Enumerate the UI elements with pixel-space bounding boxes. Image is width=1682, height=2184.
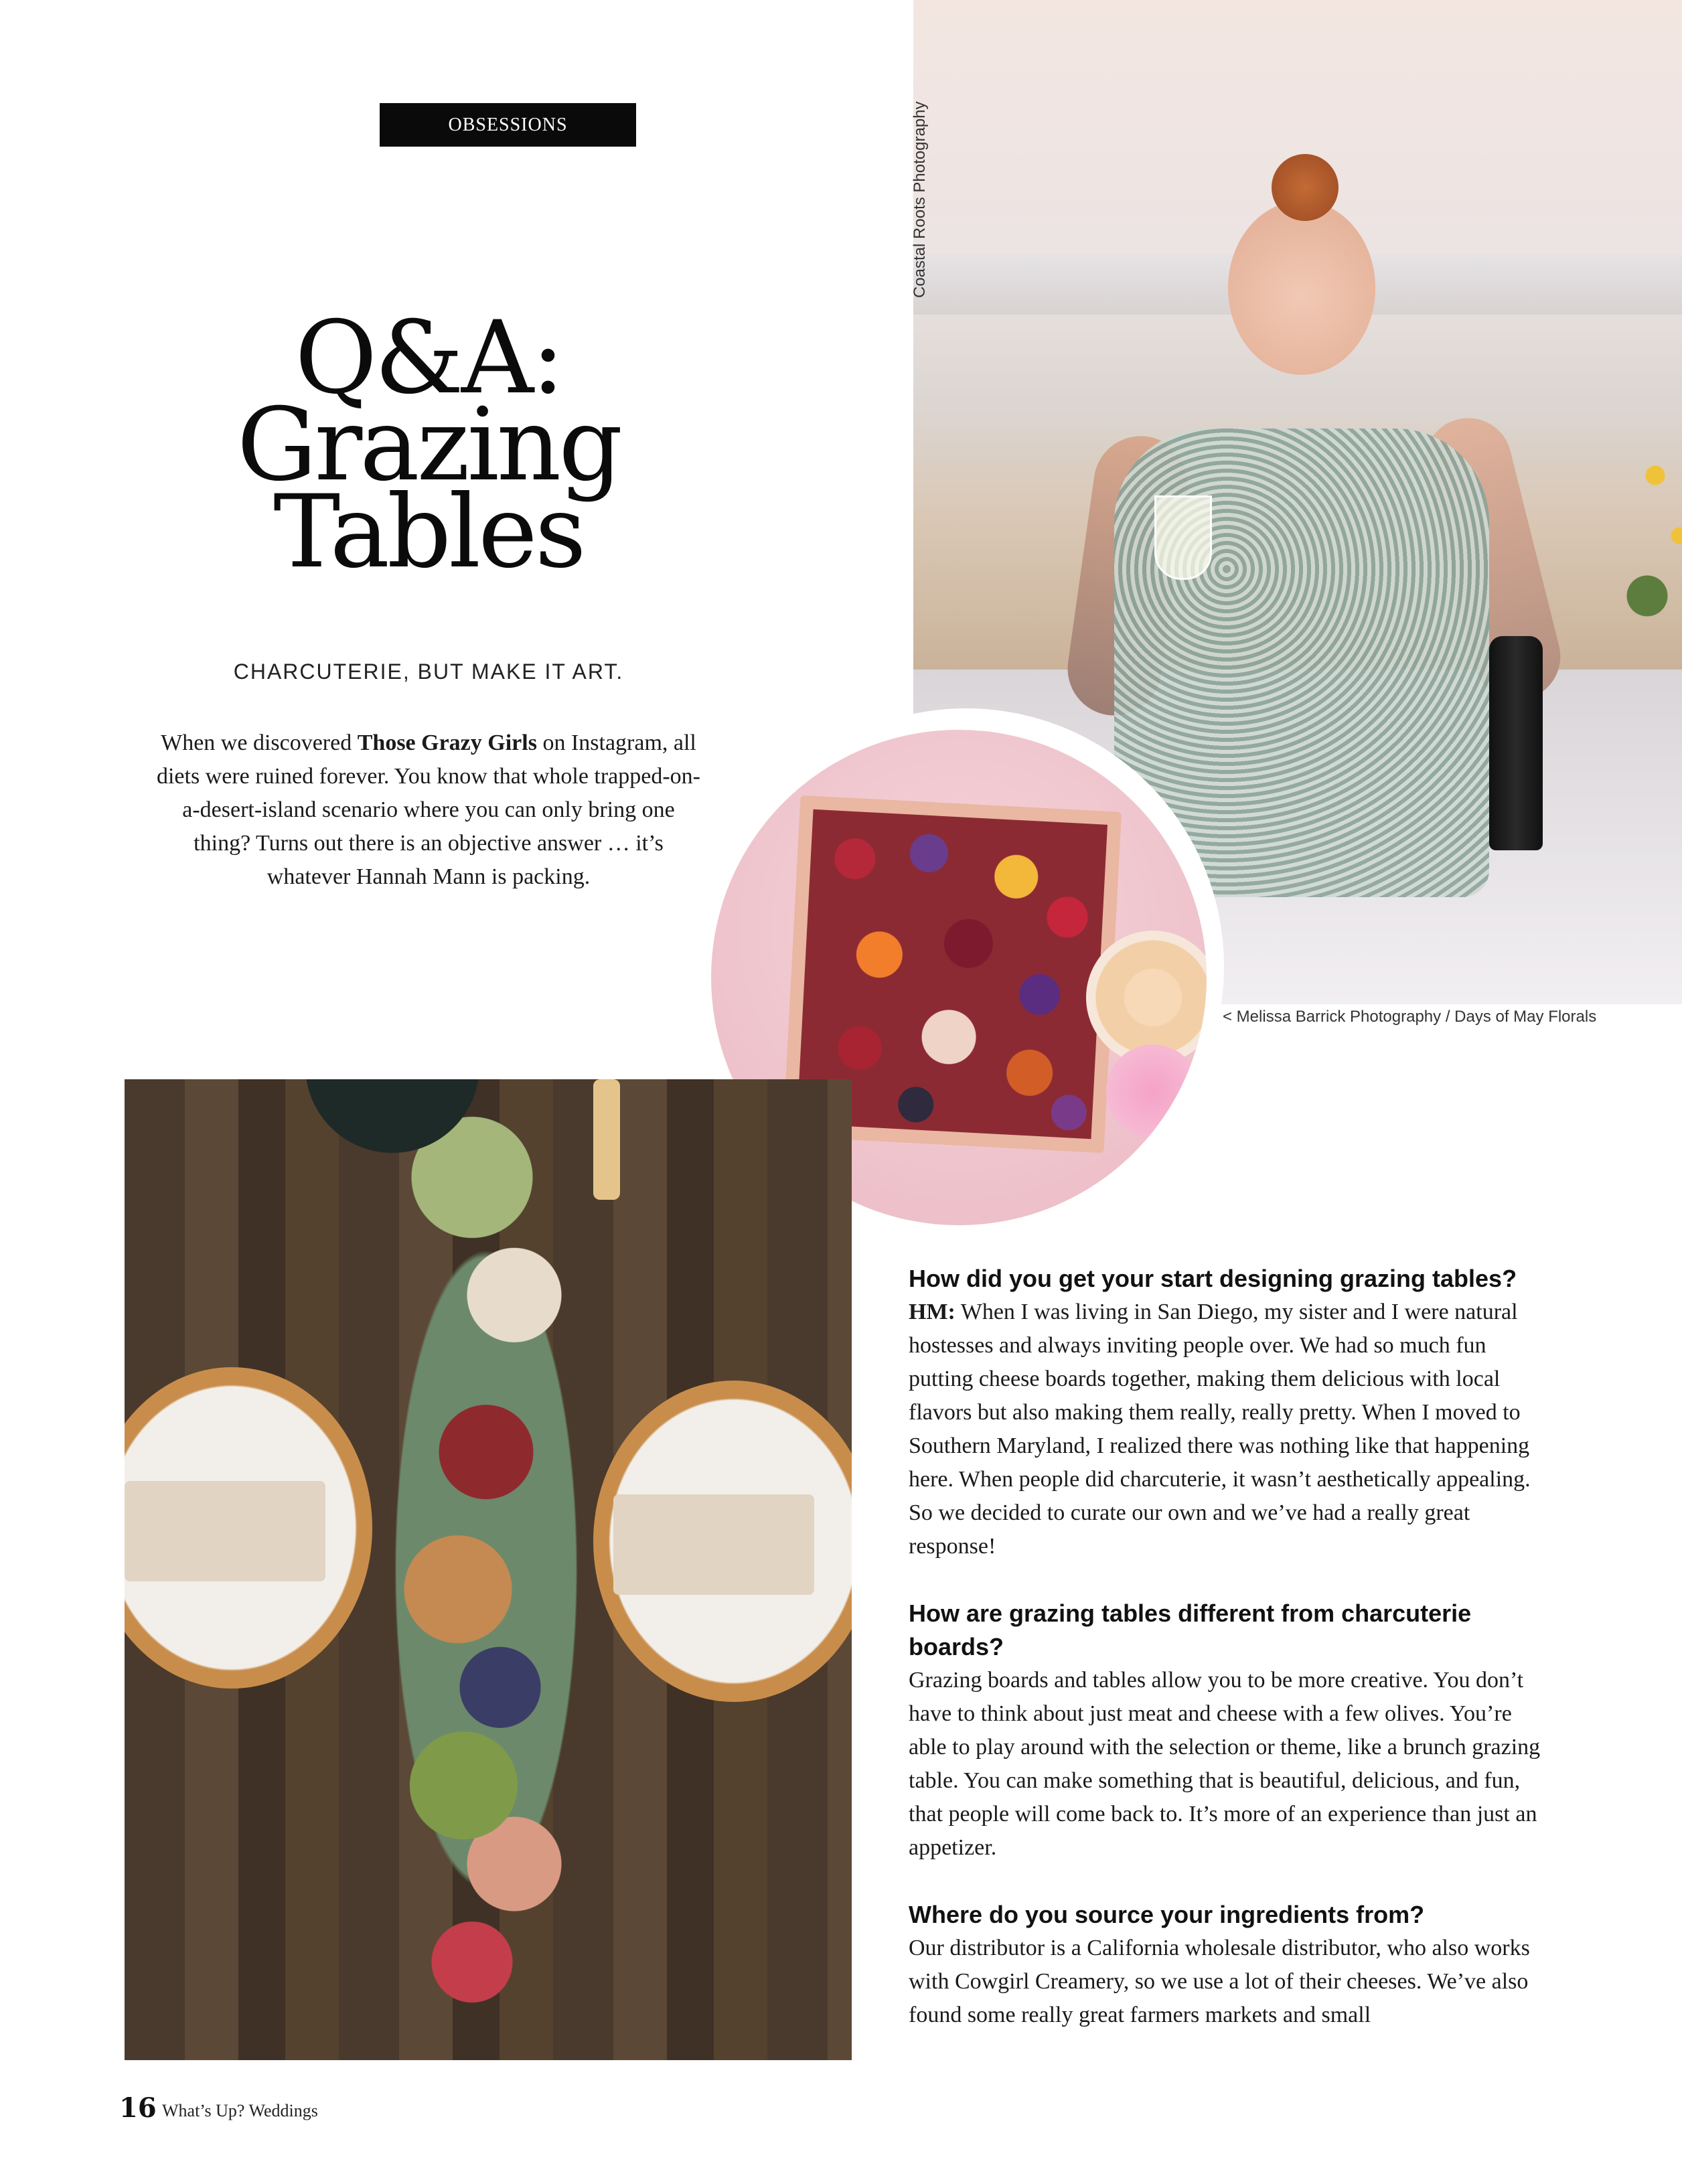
photo-credit-vertical-text: Coastal Roots Photography [911,101,929,298]
intro-bold-name: Those Grazy Girls [357,730,537,755]
intro-text: When we discovered [161,730,358,755]
answer-paragraph [909,1296,1551,1563]
title-line: Q&A: [295,300,562,416]
answer-text: When I was living in San Diego, my sister and I were natural hostesses and always inviting people over. We had so much fun putting cheese boards together, making them delicious with local flavors but also making them really, really pretty. When I moved to Southern Maryland, I realized there was nothing like that happening here. When people did charcuterie, it wasn’t aesthetically appealing. So we decided to curate our own and we’ve had a really great response! [909,1300,1531,1559]
photo-credit: < Melissa Barrick Photography / Days of May Florals [1223,1008,1597,1026]
publication-name: What’s Up? Weddings [162,2101,318,2120]
answer-paragraph: Our distributor is a California wholesale distributor, who also works with Cowgirl Creamery, so we use a lot of their cheeses. We’ve also found some really great farmers markets and small [909,1936,1530,2027]
article-title [167,300,690,591]
section-tag: OBSESSIONS [380,103,636,147]
title-line: Tables [273,474,584,591]
title-line: Grazing [236,387,621,503]
article-subtitle: CHARCUTERIE, BUT MAKE IT ART. [233,659,624,684]
question-heading: How are grazing tables different from charcuterie boards? [909,1600,1472,1660]
page-number: 16 [119,2092,157,2124]
qa-column [909,1262,1551,2032]
photo-grazing-table [125,1079,852,2060]
answer-paragraph: Grazing boards and tables allow you to be more creative. You don’t have to think about just meat and cheese with a few olives. You’re able to play around with the selection or theme, like a brunch grazing table. You can make something that is beautiful, delicious, and fun, that people will come back to. It’s more of an experience than just an appetizer. [909,1668,1541,1860]
intro-paragraph [154,726,703,894]
answer-speaker: HM: [909,1300,955,1324]
question-heading: Where do you source your ingredients from? [909,1901,1425,1928]
intro-text: on Instagram, all diets were ruined forever. You know that whole trapped-on-a-desert-island scenario where you can only bring one thing? Turns out there is an objective answer … it’s whatever Hannah Mann is packing. [156,730,700,889]
question-heading: How did you get your start designing grazing tables? [909,1265,1517,1292]
